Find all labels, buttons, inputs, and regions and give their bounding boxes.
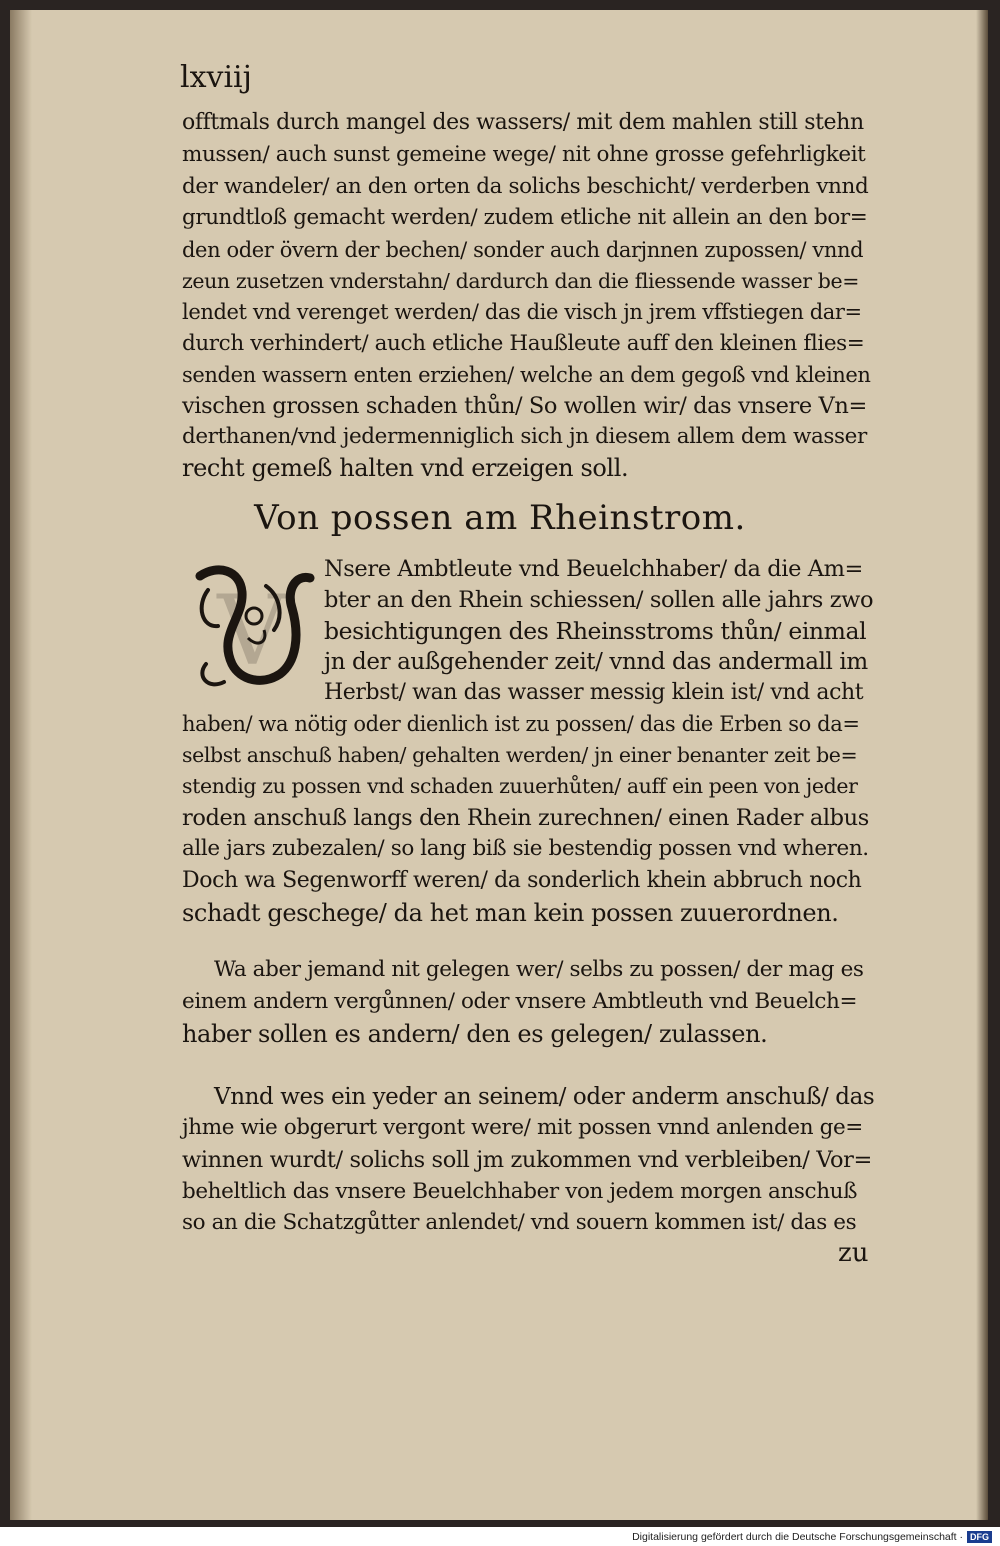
dfg-logo: DFG — [967, 1531, 992, 1543]
text-line: so an die Schatzgůtter anlendet/ vnd souern kommen ist/ das es — [182, 1210, 857, 1235]
text-line: selbst anschuß haben/ gehalten werden/ jn einer benanter zeit be= — [182, 743, 858, 767]
text-line: vischen grossen schaden thůn/ So wollen wir/ das vnsere Vn= — [182, 393, 867, 419]
text-line: zeun zusetzen vnderstahn/ dardurch dan die fliessende wasser be= — [182, 269, 859, 293]
initial-letter: V — [217, 575, 287, 687]
text-line: Nsere Ambtleute vnd Beuelchhaber/ da die Am= — [324, 556, 864, 582]
text-line: besichtigungen des Rheinsstroms thůn/ einmal — [324, 617, 867, 645]
text-line: Doch wa Segenworff weren/ da sonderlich khein abbruch noch — [182, 868, 862, 893]
text-line: schadt geschege/ da het man kein possen zuuerordnen. — [182, 899, 839, 927]
text-line: haben/ wa nötig oder dienlich ist zu possen/ das die Erben so da= — [182, 712, 860, 736]
footer-credit — [632, 1530, 992, 1544]
text-line: Herbst/ wan das wasser messig klein ist/ vnd acht — [324, 680, 864, 705]
text-line: grundtloß gemacht werden/ zudem etliche nit allein an den bor= — [182, 205, 868, 230]
text-line: Wa aber jemand nit gelegen wer/ selbs zu possen/ der mag es — [214, 957, 864, 982]
text-line: den oder övern der bechen/ sonder auch darjnnen zupossen/ vnnd — [182, 238, 864, 262]
text-line: roden anschuß langs den Rhein zurechnen/ einen Rader albus — [182, 805, 869, 831]
text-line: Vnnd wes ein yeder an seinem/ oder anderm anschuß/ das — [214, 1084, 875, 1110]
text-line: jhme wie obgerurt vergont were/ mit possen vnnd anlenden ge= — [182, 1115, 863, 1140]
text-line: mussen/ auch sunst gemeine wege/ nit ohne grosse gefehrligkeit — [182, 142, 866, 167]
text-line: derthanen/vnd jedermenniglich sich jn diesem allem dem wasser — [182, 424, 867, 449]
text-line: durch verhindert/ auch etliche Haußleute auff den kleinen flies= — [182, 331, 865, 356]
decorated-initial — [188, 556, 316, 702]
catchword: zu — [838, 1238, 869, 1268]
text-line: beheltlich das vnsere Beuelchhaber von jedem morgen anschuß — [182, 1179, 858, 1204]
text-line: haber sollen es andern/ den es gelegen/ zulassen. — [182, 1020, 768, 1048]
text-line: stendig zu possen vnd schaden zuuerhůten/ auff ein peen von jeder — [182, 774, 858, 798]
text-line: winnen wurdt/ solichs soll jm zukommen vnd verbleiben/ Vor= — [182, 1147, 872, 1173]
text-line: offtmals durch mangel des wassers/ mit dem mahlen still stehn — [182, 110, 864, 135]
text-line: alle jars zubezalen/ so lang biß sie bestendig possen vnd wheren. — [182, 836, 869, 861]
footer-text: Digitalisierung gefördert durch die Deutsche Forschungsgemeinschaft · — [632, 1531, 963, 1543]
folio-number: lxviij — [180, 60, 252, 95]
text-line: bter an den Rhein schiessen/ sollen alle jahrs zwo — [324, 587, 874, 613]
section-heading: Von possen am Rheinstrom. — [254, 498, 746, 538]
text-line: der wandeler/ an den orten da solichs beschicht/ verderben vnnd — [182, 174, 869, 199]
text-line: einem andern vergůnnen/ oder vnsere Ambtleuth vnd Beuelch= — [182, 989, 858, 1014]
text-line: lendet vnd verenget werden/ das die visch jn jrem vffstiegen dar= — [182, 300, 862, 324]
text-line: senden wassern enten erziehen/ welche an dem gegoß vnd kleinen — [182, 363, 871, 387]
text-line: recht gemeß halten vnd erzeigen soll. — [182, 454, 629, 482]
text-line: jn der außgehender zeit/ vnnd das andermall im — [324, 649, 868, 675]
